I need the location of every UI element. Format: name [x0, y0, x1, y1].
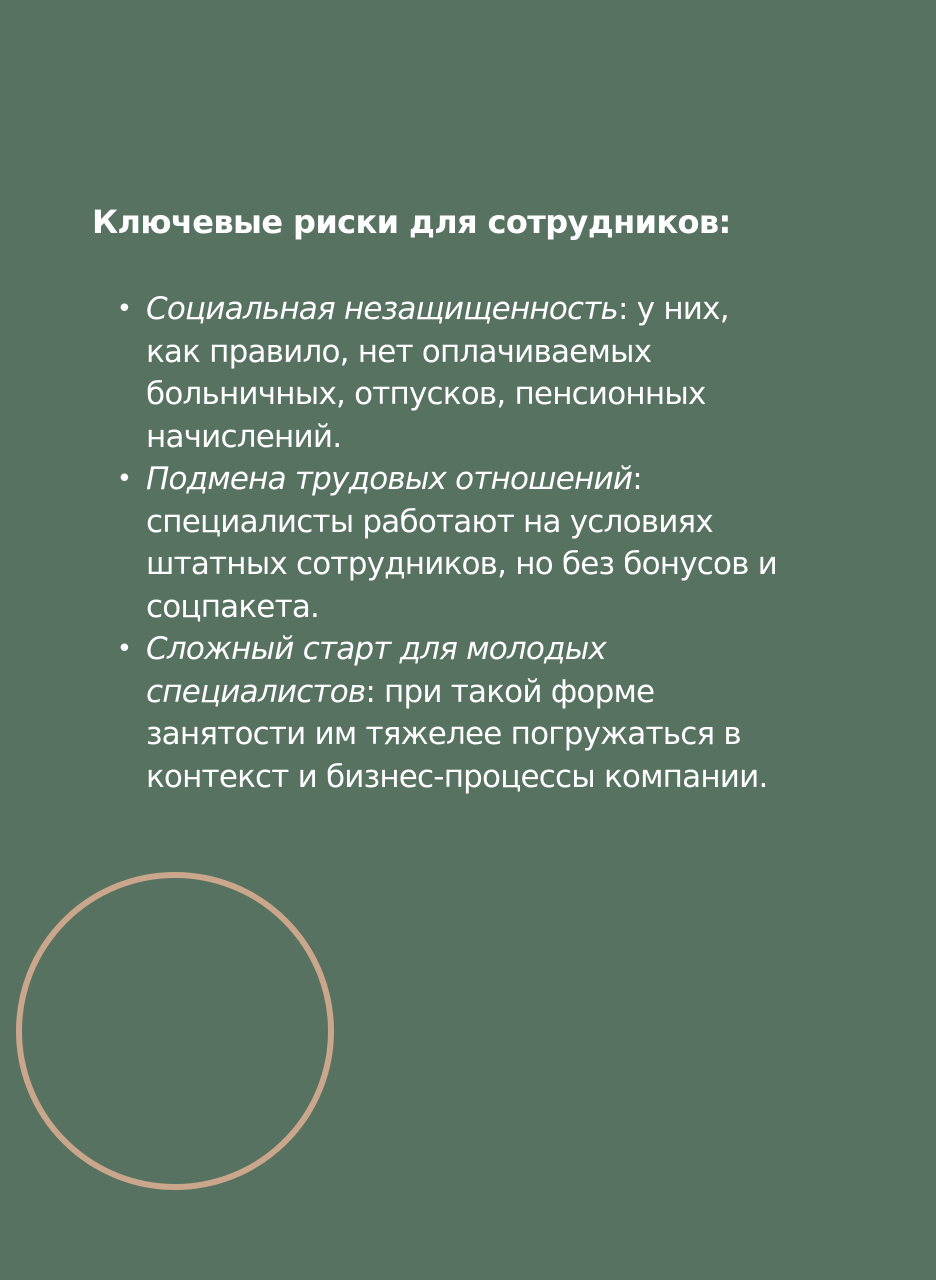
bullet-icon: • [116, 464, 132, 494]
risk-item-social-insecurity [116, 288, 786, 458]
bullet-icon: • [116, 634, 132, 664]
risk-description: : у них, как правило, нет оплачиваемых больничных, отпусков, пенсионных начислений. [146, 291, 729, 455]
risk-list [116, 288, 786, 798]
decorative-circle-ring [16, 872, 334, 1190]
risk-term: Социальная незащищенность [146, 291, 619, 327]
risk-term: Сложный старт для молодых специалистов [146, 631, 606, 710]
slide-heading: Ключевые риски для сотрудников: [92, 203, 731, 241]
bullet-icon: • [116, 294, 132, 324]
risk-item-labor-substitution [116, 458, 786, 628]
risk-term: Подмена трудовых отношений [146, 461, 633, 497]
risk-description: : специалисты работают на условиях штатных сотрудников, но без бонусов и соцпакета. [146, 461, 778, 625]
risk-description: : при такой форме занятости им тяжелее погружаться в контекст и бизнес-процессы компании. [146, 673, 768, 795]
risk-item-difficult-start [116, 628, 786, 798]
